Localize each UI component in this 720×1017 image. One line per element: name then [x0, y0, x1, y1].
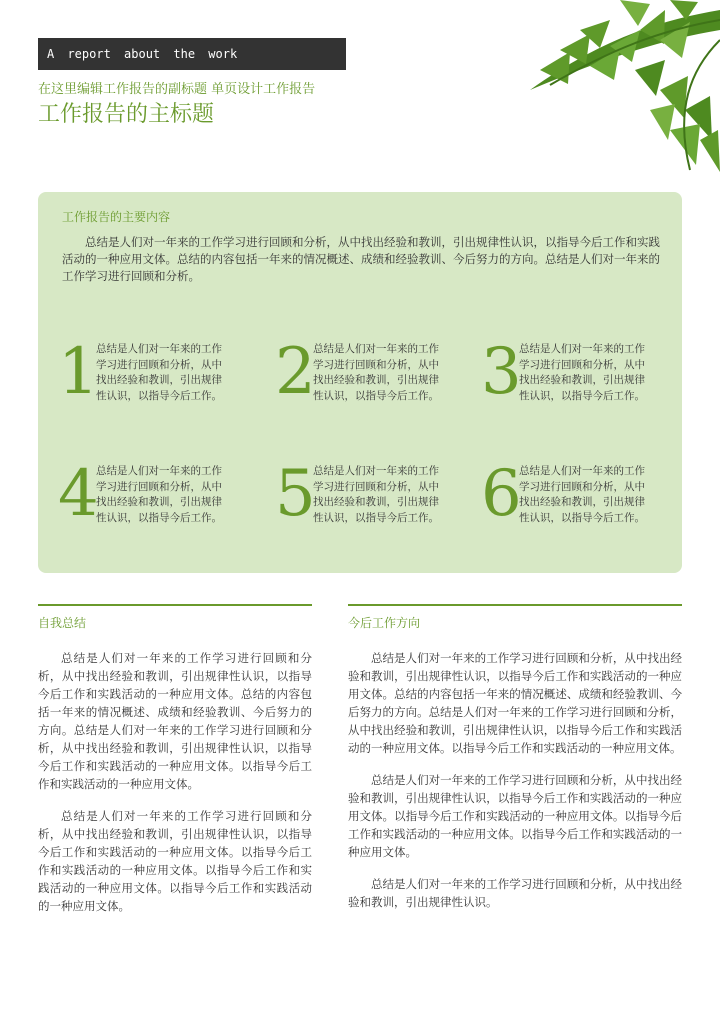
- summary-item-4: [58, 457, 258, 534]
- report-banner: A report about the work: [38, 38, 346, 70]
- report-subtitle: 在这里编辑工作报告的副标题 单页设计工作报告: [38, 82, 316, 97]
- future-direction-paragraph: 总结是人们对一年来的工作学习进行回顾和分析，从中找出经验和教训，引出规律性认识，以指导今后工作和实践活动的一种应用文体。总结的内容包括一年来的情况概述、成绩和经验教训、今后努力的方向。总结是人们对一年来的工作学习进行回顾和分析，从中找出经验和教训，引出规律性认识，以指导今后工作和实践活动的一种应用文体。以指导今后工作和实践活动的一种应用文体。: [348, 651, 682, 755]
- self-summary-heading: 自我总结: [38, 616, 87, 630]
- self-summary-paragraph: 总结是人们对一年来的工作学习进行回顾和分析，从中找出经验和教训，引出规律性认识，以指导今后工作和实践活动的一种应用文体。以指导今后工作和实践活动的一种应用文体。以指导今后工作和实践活动的一种应用文体。以指导今后工作和实践活动的一种应用文体。: [38, 809, 312, 913]
- summary-item-number: 4: [58, 457, 99, 531]
- report-title: 工作报告的主标题: [38, 102, 215, 127]
- summary-item-3: [481, 335, 681, 412]
- summary-item-text: 总结是人们对一年来的工作学习进行回顾和分析，从中找出经验和教训，引出规律性认识，以指导今后工作。: [96, 465, 222, 524]
- column-divider: [348, 604, 682, 606]
- summary-item-text: 总结是人们对一年来的工作学习进行回顾和分析，从中找出经验和教训，引出规律性认识，以指导今后工作。: [313, 465, 439, 524]
- summary-item-number: 3: [481, 335, 522, 409]
- future-direction-column: [348, 604, 682, 911]
- summary-heading: 工作报告的主要内容: [62, 210, 171, 224]
- summary-body: 总结是人们对一年来的工作学习进行回顾和分析，从中找出经验和教训，引出规律性认识，以指导今后工作和实践活动的一种应用文体。总结的内容包括一年来的情况概述、成绩和经验教训、今后努力的方向。总结是人们对一年来的工作学习进行回顾和分析。: [62, 235, 660, 283]
- summary-panel: [38, 192, 682, 573]
- palm-leaves-decoration: [460, 0, 720, 180]
- summary-item-number: 6: [481, 457, 522, 531]
- summary-item-2: [275, 335, 475, 412]
- summary-item-number: 5: [275, 457, 316, 531]
- summary-item-6: [481, 457, 681, 534]
- column-divider: [38, 604, 312, 606]
- summary-item-1: [58, 335, 258, 412]
- summary-item-text: 总结是人们对一年来的工作学习进行回顾和分析，从中找出经验和教训，引出规律性认识，以指导今后工作。: [313, 343, 439, 402]
- self-summary-column: [38, 604, 312, 915]
- summary-item-number: 2: [275, 335, 316, 409]
- future-direction-heading: 今后工作方向: [348, 616, 421, 630]
- summary-item-text: 总结是人们对一年来的工作学习进行回顾和分析，从中找出经验和教训，引出规律性认识，以指导今后工作。: [96, 343, 222, 402]
- summary-item-5: [275, 457, 475, 534]
- summary-item-text: 总结是人们对一年来的工作学习进行回顾和分析，从中找出经验和教训，引出规律性认识，以指导今后工作。: [519, 343, 645, 402]
- summary-item-number: 1: [58, 335, 99, 409]
- self-summary-paragraph: 总结是人们对一年来的工作学习进行回顾和分析，从中找出经验和教训，引出规律性认识，以指导今后工作和实践活动的一种应用文体。总结的内容包括一年来的情况概述、成绩和经验教训、今后努力的方向。总结是人们对一年来的工作学习进行回顾和分析，从中找出经验和教训，引出规律性认识，以指导今后工作和实践活动的一种应用文体。以指导今后工作和实践活动的一种应用文体。: [38, 651, 312, 791]
- future-direction-paragraph: 总结是人们对一年来的工作学习进行回顾和分析，从中找出经验和教训，引出规律性认识，以指导今后工作和实践活动的一种应用文体。以指导今后工作和实践活动的一种应用文体。以指导今后工作和实践活动的一种应用文体。以指导今后工作和实践活动的一种应用文体。: [348, 773, 682, 859]
- summary-item-text: 总结是人们对一年来的工作学习进行回顾和分析，从中找出经验和教训，引出规律性认识，以指导今后工作。: [519, 465, 645, 524]
- future-direction-paragraph: 总结是人们对一年来的工作学习进行回顾和分析，从中找出经验和教训，引出规律性认识。: [348, 877, 682, 909]
